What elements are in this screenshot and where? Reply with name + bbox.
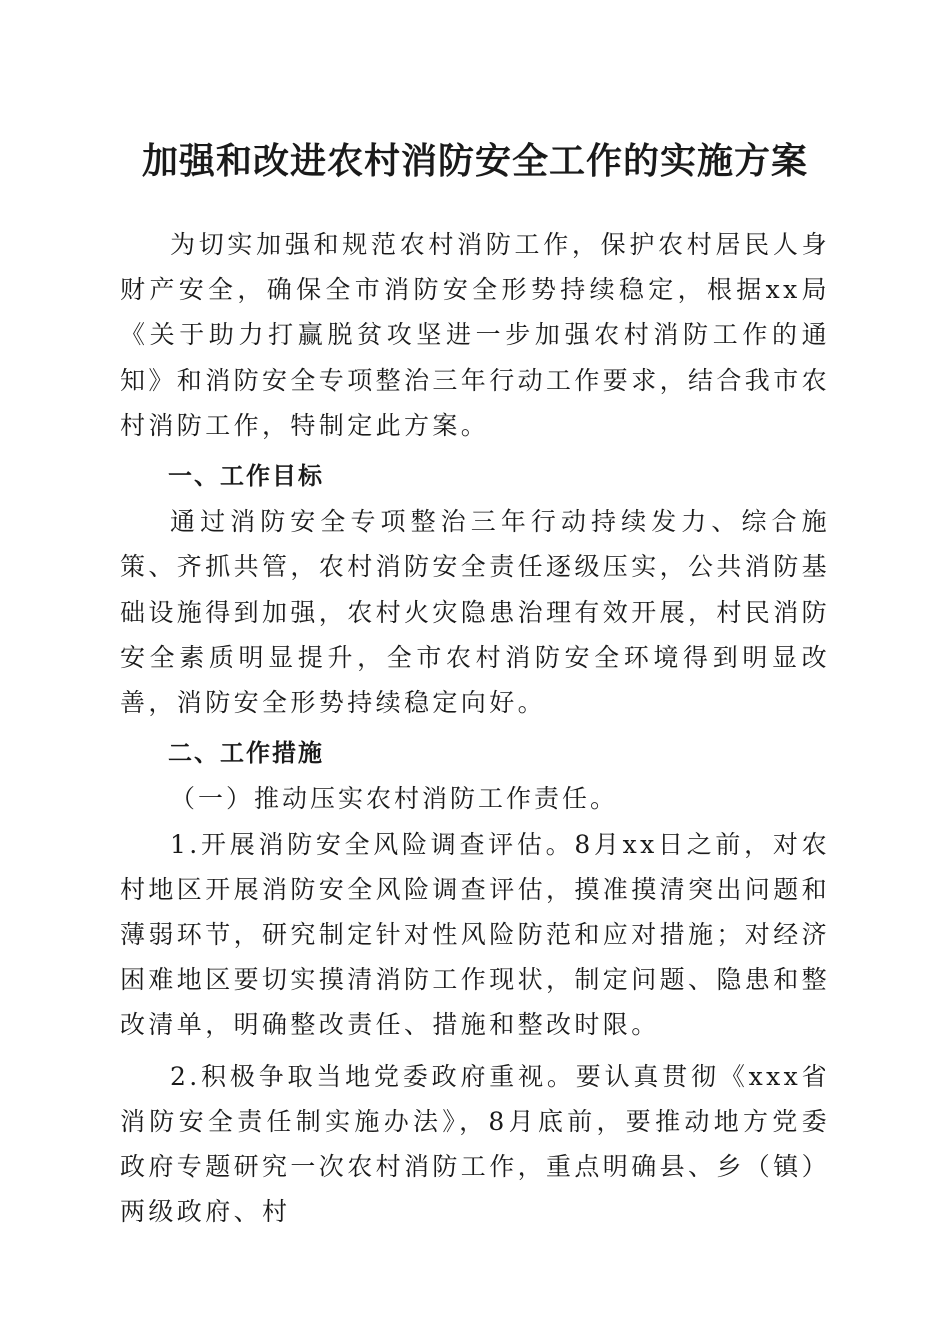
document-body: [120, 222, 830, 1234]
goals-paragraph: 通过消防安全专项整治三年行动持续发力、综合施策、齐抓共管，农村消防安全责任逐级压实，公共消防基础设施得到加强，农村火灾隐患治理有效开展，村民消防安全素质明显提升，全市农村消防安全环境得到明显改善，消防安全形势持续稳定向好。: [120, 507, 831, 718]
measure-item-2: 2.积极争取当地党委政府重视。要认真贯彻《xxx省消防安全责任制实施办法》，8月底前，要推动地方党委政府专题研究一次农村消防工作，重点明确县、乡（镇）两级政府、村: [120, 1061, 831, 1227]
subsection-heading-responsibility: （一）推动压实农村消防工作责任。: [170, 784, 619, 814]
section-heading-goals: 一、工作目标: [168, 462, 324, 491]
intro-paragraph: 为切实加强和规范农村消防工作，保护农村居民人身财产安全，确保全市消防安全形势持续稳定，根据xx局《关于助力打赢脱贫攻坚进一步加强农村消防工作的通知》和消防安全专项整治三年行动工作要求，结合我市农村消防工作，特制定此方案。: [120, 230, 831, 440]
section-heading-measures: 二、工作措施: [168, 739, 324, 768]
measure-item-1: 1.开展消防安全风险调查评估。8月xx日之前，对农村地区开展消防安全风险调查评估，摸准摸清突出问题和薄弱环节，研究制定针对性风险防范和应对措施；对经济困难地区要切实摸清消防工作现状，制定问题、隐患和整改清单，明确整改责任、措施和整改时限。: [120, 829, 831, 1040]
document-title: 加强和改进农村消防安全工作的实施方案: [141, 140, 808, 182]
